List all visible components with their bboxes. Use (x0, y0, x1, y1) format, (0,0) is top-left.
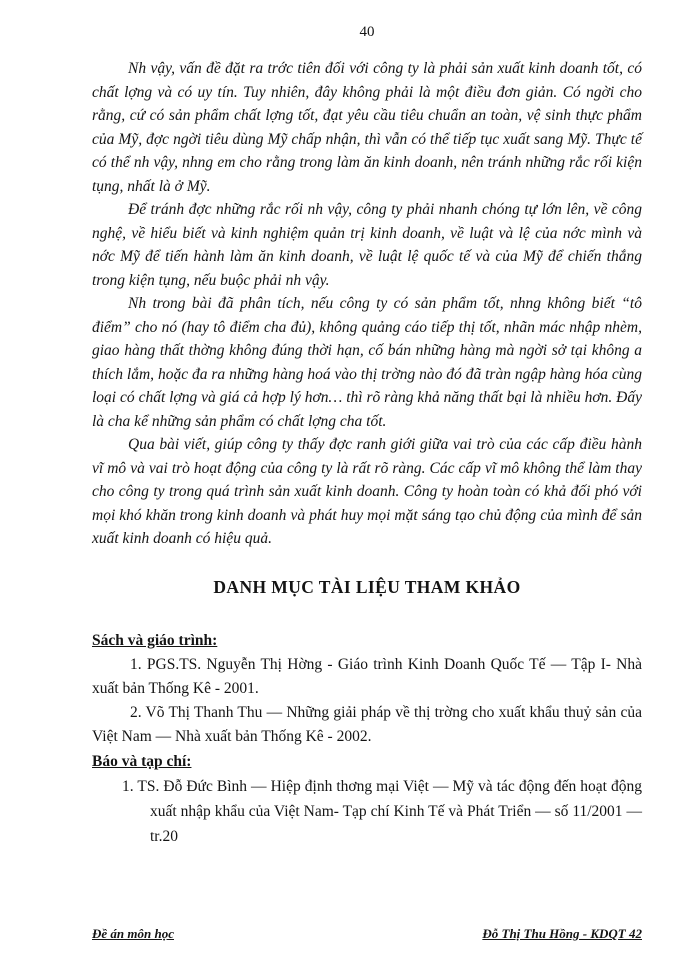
references-section (92, 628, 642, 849)
footer-course-title: Đề án môn học (92, 926, 174, 941)
references-title: DANH MỤC TÀI LIỆU THAM KHẢO (213, 576, 521, 597)
section-heading-books: Sách và giáo trình: (92, 631, 218, 649)
page-footer (92, 926, 642, 942)
reference-item-journal-1: 1. TS. Đỗ Đức Bình — Hiệp định thơng mại Việt — Mỹ và tác động đến hoạt động xuất nhập khẩu của Việt Nam- Tạp chí Kinh Tế và Phát Triển — số 11/2001 — tr.20 (122, 777, 642, 845)
section-heading-journals: Báo và tạp chí: (92, 752, 192, 770)
body-paragraph-4: Qua bài viết, giúp công ty thấy đợc ranh giới giữa vai trò của các cấp điều hành vĩ mô và vai trò hoạt động của công ty là rất rõ ràng. Các cấp vĩ mô không thể làm thay cho công ty trong quá trình sản xuất kinh doanh. Công ty hoàn toàn có khả đối phó với mọi khó khăn trong kinh doanh và phát huy mọi mặt sáng tạo chủ động của mình để sản xuất kinh doanh có hiệu quả. (92, 436, 642, 547)
reference-item-book-1: 1. PGS.TS. Nguyễn Thị Hờng - Giáo trình Kinh Doanh Quốc Tế — Tập I- Nhà xuất bản Thống Kê - 2001. (92, 655, 642, 697)
body-paragraph-1: Nh vậy, vấn đề đặt ra trớc tiên đối với công ty là phải sản xuất kinh doanh tốt, có chất lợng và có uy tín. Tuy nhiên, đây không phải là một điều đơn giản. Có ngời cho rằng, cứ có sản phẩm chất lợng tốt, đạt yêu cầu tiêu chuẩn an toàn, vệ sinh thực phẩm của Mỹ, đợc ngời tiêu dùng Mỹ chấp nhận, thì vẫn có thể tiếp tục xuất sang Mỹ. Thực tế có thể nh vậy, nhng em cho rằng trong làm ăn kinh doanh, nên tránh những rắc rối kiện tụng, nhất là ở Mỹ. (92, 60, 642, 195)
body-paragraph-2: Để tránh đợc những rắc rối nh vậy, công ty phải nhanh chóng tự lớn lên, về công nghệ, về hiểu biết và kinh nghiệm quản trị kinh doanh, về luật và lệ của nớc mình và nớc Mỹ để tiến hành làm ăn kinh doanh, về luật lệ quốc tế và của Mỹ để chiến thắng trong kiện tụng, nếu buộc phải nh vậy. (92, 201, 642, 289)
footer-author-name: Đỗ Thị Thu Hồng - KDQT 42 (482, 926, 642, 941)
reference-item-book-2: 2. Võ Thị Thanh Thu — Những giải pháp về thị trờng cho xuất khẩu thuỷ sản của Việt Nam — Nhà xuất bản Thống Kê - 2002. (92, 703, 642, 745)
body-paragraph-3: Nh trong bài đã phân tích, nếu công ty có sản phẩm tốt, nhng không biết “tô điểm” cho nó (hay tô điểm cha đủ), không quảng cáo tiếp thị tốt, nhãn mác nhập nhèm, giao hàng thất thờng không đúng thời hạn, cố bán những hàng mà ngời sở tại không a thích lắm, hoặc đa ra những hàng hoá vào thị trờng nào đó đã tràn ngập hàng hóa cùng loại có chất lợng và giá cả hợp lý hơn… thì rõ ràng khả năng thất bại là nhiều hơn. Đấy là cha kể những sản phẩm có chất lợng cha tốt. (92, 295, 642, 430)
body-text (92, 57, 642, 551)
page-number: 40 (359, 24, 375, 40)
